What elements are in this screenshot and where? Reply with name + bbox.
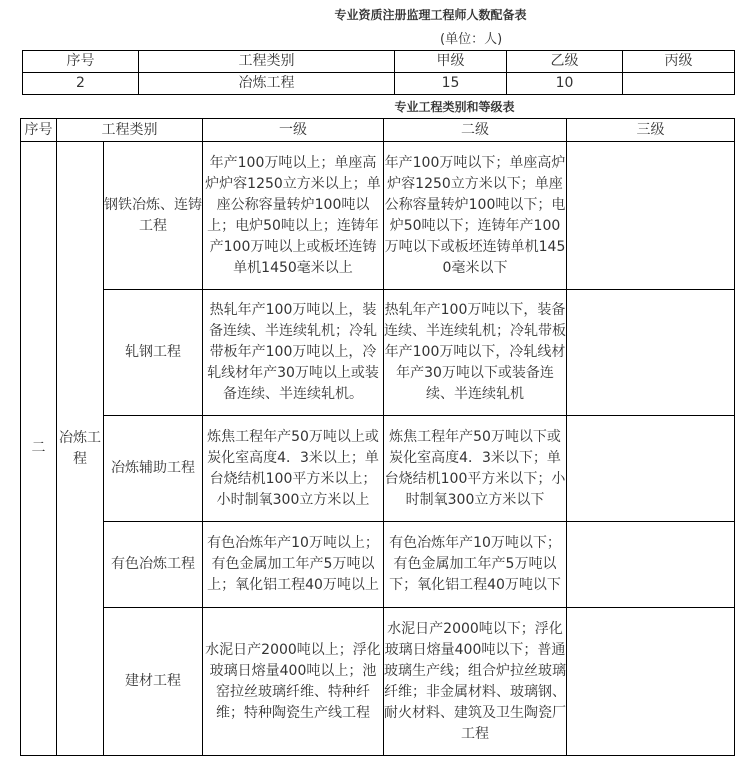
cell-level-2: 炼焦工程年产50万吨以下或炭化室高度4．3米以下；单台烧结机100平方米以下；小时制氧300立方米以下: [384, 416, 567, 522]
table1-title: 专业资质注册监理工程师人数配备表: [334, 8, 527, 22]
table1-unit: (单位：人): [440, 32, 503, 47]
cell-level-3: [567, 416, 735, 522]
table2-header-row: [21, 119, 735, 142]
cell-category: 冶炼工程: [139, 73, 395, 95]
header-seq: 序号: [23, 51, 139, 73]
header-level-3: 三级: [567, 119, 735, 142]
table1-header-row: [23, 51, 735, 73]
cell-level-1: 有色冶炼年产10万吨以上；有色金属加工年产5万吨以上；氧化铝工程40万吨以上: [203, 522, 384, 608]
cell-level-1: 热轧年产100万吨以上，装备连续、半连续轧机；冷轧带板年产100万吨以上，冷轧线材年产30万吨以上或装备连续、半连续轧机。: [203, 290, 384, 416]
grade-table: [20, 118, 735, 756]
table-row: [21, 522, 735, 608]
staffing-table: [22, 50, 735, 95]
cell-level-1: 年产100万吨以上；单座高炉炉容1250立方米以上；单座公称容量转炉100吨以上；电炉50吨以上；连铸年产100万吨以上或板坯连铸单机1450毫米以上: [203, 142, 384, 290]
cell-level-3: [567, 522, 735, 608]
cell-level-3: [567, 142, 735, 290]
cell-level-2: 年产100万吨以下；单座高炉炉容1250立方米以下；单座公称容量转炉100吨以下；电炉50吨以下；连铸年产100万吨以下或板坯连铸单机1450毫米以下: [384, 142, 567, 290]
header-seq: 序号: [21, 119, 57, 142]
cell-subcategory: 钢铁冶炼、连铸工程: [104, 142, 203, 290]
table-row: [21, 416, 735, 522]
header-level-2: 二级: [384, 119, 567, 142]
cell-level-1: 水泥日产2000吨以上；浮化玻璃日熔量400吨以上；池窑拉丝玻璃纤维、特种纤维；特种陶瓷生产线工程: [203, 608, 384, 756]
cell-level-1: 炼焦工程年产50万吨以上或炭化室高度4．3米以上；单台烧结机100平方米以上；小时制氧300立方米以上: [203, 416, 384, 522]
header-category: 工程类别: [57, 119, 203, 142]
header-grade-c: 丙级: [623, 51, 735, 73]
cell-level-3: [567, 608, 735, 756]
cell-subcategory: 冶炼辅助工程: [104, 416, 203, 522]
cell-subcategory: 有色冶炼工程: [104, 522, 203, 608]
cell-grade-c: [623, 73, 735, 95]
table-row: [21, 142, 735, 290]
table-row: [23, 73, 735, 95]
cell-subcategory: 轧钢工程: [104, 290, 203, 416]
header-category: 工程类别: [139, 51, 395, 73]
header-level-1: 一级: [203, 119, 384, 142]
cell-subcategory: 建材工程: [104, 608, 203, 756]
cell-seq: 二: [21, 142, 57, 756]
cell-level-2: 热轧年产100万吨以下，装备连续、半连续轧机；冷轧带板年产100万吨以下，冷轧线材年产30万吨以下或装备连续、半连续轧机: [384, 290, 567, 416]
cell-grade-b: 10: [507, 73, 623, 95]
header-grade-a: 甲级: [395, 51, 507, 73]
cell-level-2: 有色冶炼年产10万吨以下；有色金属加工年产5万吨以下；氧化铝工程40万吨以下: [384, 522, 567, 608]
cell-level-2: 水泥日产2000吨以下；浮化玻璃日熔量400吨以下；普通玻璃生产线；组合炉拉丝玻璃纤维；非金属材料、玻璃钢、耐火材料、建筑及卫生陶瓷厂工程: [384, 608, 567, 756]
header-grade-b: 乙级: [507, 51, 623, 73]
table2-title: 专业工程类别和等级表: [394, 100, 515, 114]
cell-grade-a: 15: [395, 73, 507, 95]
table-row: [21, 290, 735, 416]
cell-seq: 2: [23, 73, 139, 95]
cell-category: 冶炼工程: [57, 142, 104, 756]
table-row: [21, 608, 735, 756]
cell-level-3: [567, 290, 735, 416]
